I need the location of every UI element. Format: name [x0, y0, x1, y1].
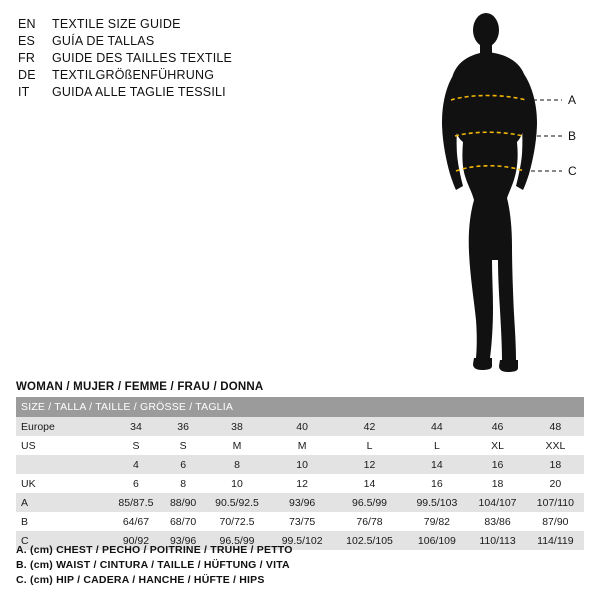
row-label: Europe — [16, 417, 109, 436]
size-table-section — [16, 381, 584, 550]
table-header-row — [16, 397, 584, 417]
row-label: C — [16, 531, 109, 550]
cell: 46 — [468, 417, 526, 436]
table-header-label: SIZE / TALLA / TAILLE / GRÖSSE / TAGLIA — [16, 397, 584, 417]
cell: M — [271, 436, 334, 455]
cell: 48 — [527, 417, 584, 436]
cell: 83/86 — [468, 512, 526, 531]
cell: 40 — [271, 417, 334, 436]
cell: 38 — [203, 417, 270, 436]
cell: 12 — [334, 455, 406, 474]
cell: 90/92 — [109, 531, 163, 550]
marker-label-b: B — [568, 129, 577, 143]
cell: 44 — [405, 417, 468, 436]
table-row — [16, 493, 584, 512]
cell: 87/90 — [527, 512, 584, 531]
cell: S — [163, 436, 203, 455]
title-language-code: EN — [18, 17, 36, 31]
table-row — [16, 474, 584, 493]
cell: 106/109 — [405, 531, 468, 550]
cell: 18 — [468, 474, 526, 493]
title-language-code: ES — [18, 34, 36, 48]
silhouette-icon — [442, 13, 537, 372]
title-text: GUIDA ALLE TAGLIE TESSILI — [52, 85, 226, 99]
cell: 12 — [271, 474, 334, 493]
cell: 68/70 — [163, 512, 203, 531]
cell: 114/119 — [527, 531, 584, 550]
cell: 16 — [468, 455, 526, 474]
cell: 4 — [109, 455, 163, 474]
row-label: US — [16, 436, 109, 455]
cell: 18 — [527, 455, 584, 474]
table-row — [16, 455, 584, 474]
title-text: TEXTILE SIZE GUIDE — [52, 17, 181, 31]
cell: 99.5/102 — [271, 531, 334, 550]
cell: 79/82 — [405, 512, 468, 531]
table-row — [16, 417, 584, 436]
table-row — [16, 436, 584, 455]
cell: L — [334, 436, 406, 455]
cell: XXL — [527, 436, 584, 455]
size-table — [16, 397, 584, 550]
cell: 10 — [203, 474, 270, 493]
title-row — [18, 16, 348, 33]
title-language-code: DE — [18, 68, 36, 82]
female-silhouette-figure — [430, 8, 590, 368]
row-label — [16, 455, 109, 474]
row-label: B — [16, 512, 109, 531]
table-row — [16, 512, 584, 531]
cell: S — [109, 436, 163, 455]
cell: 6 — [163, 455, 203, 474]
cell: 36 — [163, 417, 203, 436]
cell: 14 — [334, 474, 406, 493]
cell: 107/110 — [527, 493, 584, 512]
row-label: UK — [16, 474, 109, 493]
cell: 14 — [405, 455, 468, 474]
legend-row-b: B. (cm) WAIST / CINTURA / TAILLE / HÜFTUNG / VITA — [16, 559, 290, 571]
cell: 93/96 — [163, 531, 203, 550]
cell: 85/87.5 — [109, 493, 163, 512]
cell: 99.5/103 — [405, 493, 468, 512]
cell: 96.5/99 — [203, 531, 270, 550]
row-label: A — [16, 493, 109, 512]
cell: 110/113 — [468, 531, 526, 550]
cell: 102.5/105 — [334, 531, 406, 550]
cell: 16 — [405, 474, 468, 493]
title-text: GUÍA DE TALLAS — [52, 34, 155, 48]
title-row — [18, 67, 348, 84]
title-row — [18, 50, 348, 67]
cell: 42 — [334, 417, 406, 436]
marker-label-a: A — [568, 93, 577, 107]
cell: 90.5/92.5 — [203, 493, 270, 512]
title-language-code: FR — [18, 51, 36, 65]
cell: 10 — [271, 455, 334, 474]
cell: 88/90 — [163, 493, 203, 512]
cell: 8 — [163, 474, 203, 493]
cell: L — [405, 436, 468, 455]
cell: XL — [468, 436, 526, 455]
cell: 104/107 — [468, 493, 526, 512]
measurement-legend — [16, 543, 584, 588]
title-language-code: IT — [18, 85, 30, 99]
cell: 96.5/99 — [334, 493, 406, 512]
title-row — [18, 33, 348, 50]
cell: 20 — [527, 474, 584, 493]
legend-row-a: A. (cm) CHEST / PECHO / POITRINE / TRUHE / PETTO — [16, 544, 293, 556]
title-row — [18, 84, 348, 101]
legend-row-c: C. (cm) HIP / CADERA / HANCHE / HÜFTE / HIPS — [16, 574, 265, 586]
table-group-label: WOMAN / MUJER / FEMME / FRAU / DONNA — [16, 381, 264, 393]
cell: 8 — [203, 455, 270, 474]
title-text: TEXTILGRÖßENFÜHRUNG — [52, 68, 215, 82]
cell: 93/96 — [271, 493, 334, 512]
cell: M — [203, 436, 270, 455]
cell: 34 — [109, 417, 163, 436]
marker-label-c: C — [568, 164, 577, 178]
cell: 6 — [109, 474, 163, 493]
title-block — [18, 16, 348, 101]
cell: 73/75 — [271, 512, 334, 531]
cell: 64/67 — [109, 512, 163, 531]
title-text: GUIDE DES TAILLES TEXTILE — [52, 51, 233, 65]
cell: 76/78 — [334, 512, 406, 531]
cell: 70/72.5 — [203, 512, 270, 531]
